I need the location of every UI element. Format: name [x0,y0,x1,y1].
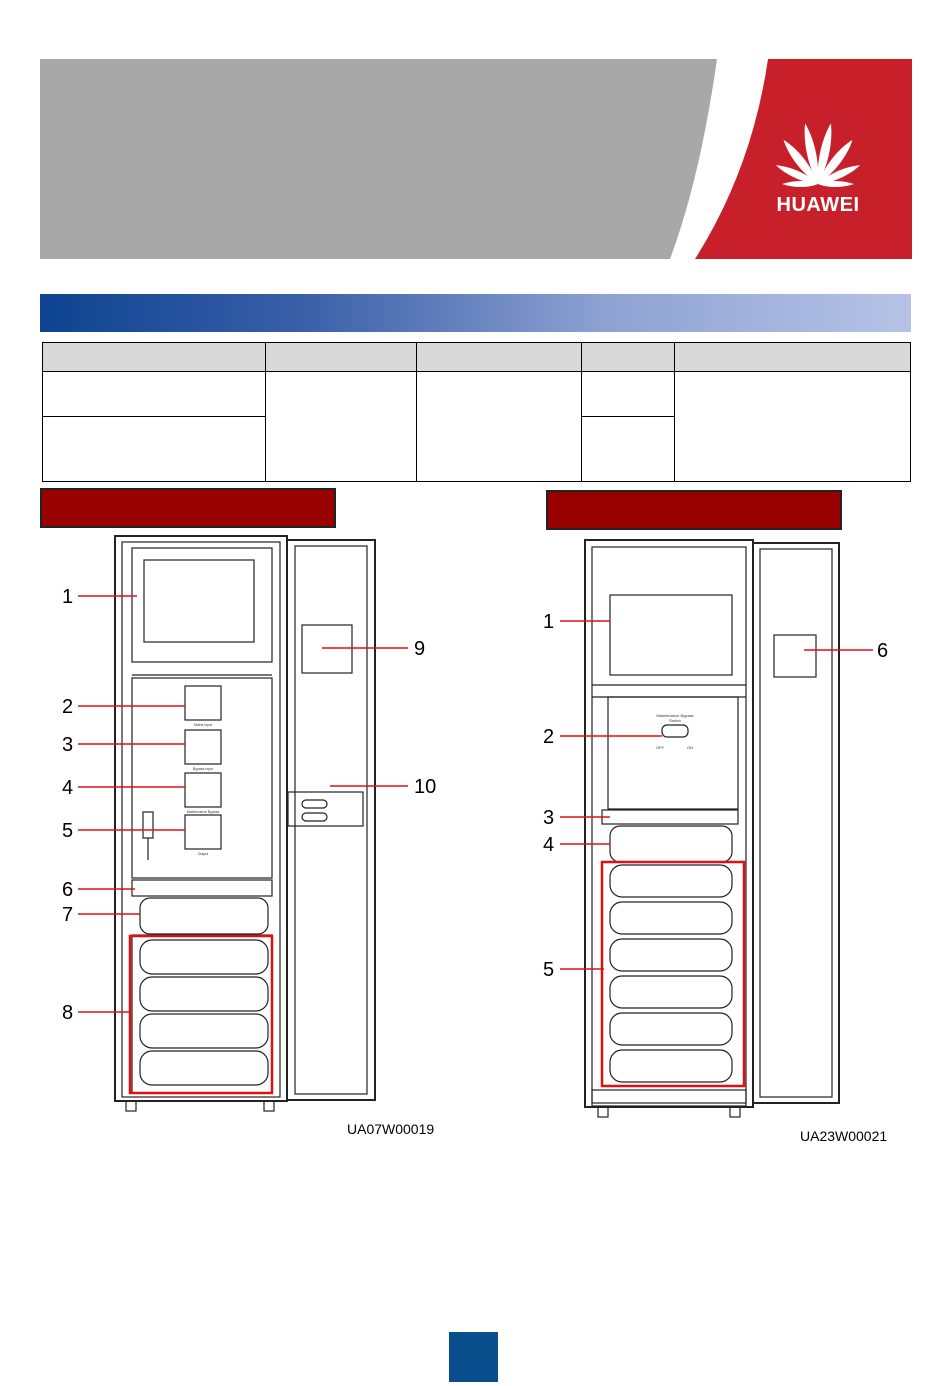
switch-label: Bypass Input [192,767,214,771]
callout-number: 9 [414,638,426,660]
section-title-bar [40,294,911,332]
figure-code: UA07W00019 [347,1121,435,1137]
right-callouts [543,611,888,981]
spec-table [42,342,911,482]
callout-number: 5 [62,820,74,842]
table-cell [266,372,417,482]
switch-label: Output [197,852,209,856]
callout-number: 6 [877,640,889,662]
left-switch-labels [187,723,220,856]
right-cabinet-diagram [530,535,900,1150]
callout-number: 8 [62,1002,74,1024]
right-cabinet-body [585,540,839,1117]
switch-label: Mains Input [193,723,213,727]
table-cell [582,372,675,417]
left-cabinet-diagram [40,530,460,1145]
table-header-cell [266,343,417,372]
callout-number: 4 [543,834,555,856]
left-cabinet-body [115,536,375,1111]
huawei-flower-icon [766,110,870,190]
page-number-badge [449,1332,498,1382]
huawei-logo [766,110,870,216]
switch-label: Switch [669,718,681,723]
table-header-cell [417,343,582,372]
left-callouts [62,586,436,1024]
table-cell [582,417,675,482]
callout-number: 3 [62,734,74,756]
table-cell [43,417,266,482]
table-header-row [43,343,911,372]
callout-number: 1 [62,586,74,608]
switch-label: Maintenance Bypass [186,810,220,814]
callout-number: 1 [543,611,555,633]
table-header-cell [675,343,911,372]
left-cabinet-title-box [40,488,336,528]
switch-label: Maintenance Bypass [656,713,694,718]
callout-number: 2 [62,696,74,718]
callout-number: 10 [414,776,437,798]
table-header-cell [582,343,675,372]
table-cell [675,372,911,482]
callout-number: 5 [543,959,555,981]
callout-number: 6 [62,879,74,901]
switch-state-label: ON [687,745,693,750]
logo-wordmark: HUAWEI [776,194,860,216]
figure-code: UA23W00021 [800,1128,888,1144]
callout-number: 2 [543,726,555,748]
callout-number: 7 [62,904,74,926]
left-leader-lines [78,596,408,1012]
right-cabinet-title-box [546,490,842,530]
table-cell [43,372,266,417]
battery-highlight [602,862,744,1086]
right-leader-lines [560,621,873,969]
callout-number: 4 [62,777,74,799]
switch-state-label: OFF [656,745,664,750]
table-row [43,372,911,417]
callout-number: 3 [543,807,555,829]
table-header-cell [43,343,266,372]
table-cell [417,372,582,482]
